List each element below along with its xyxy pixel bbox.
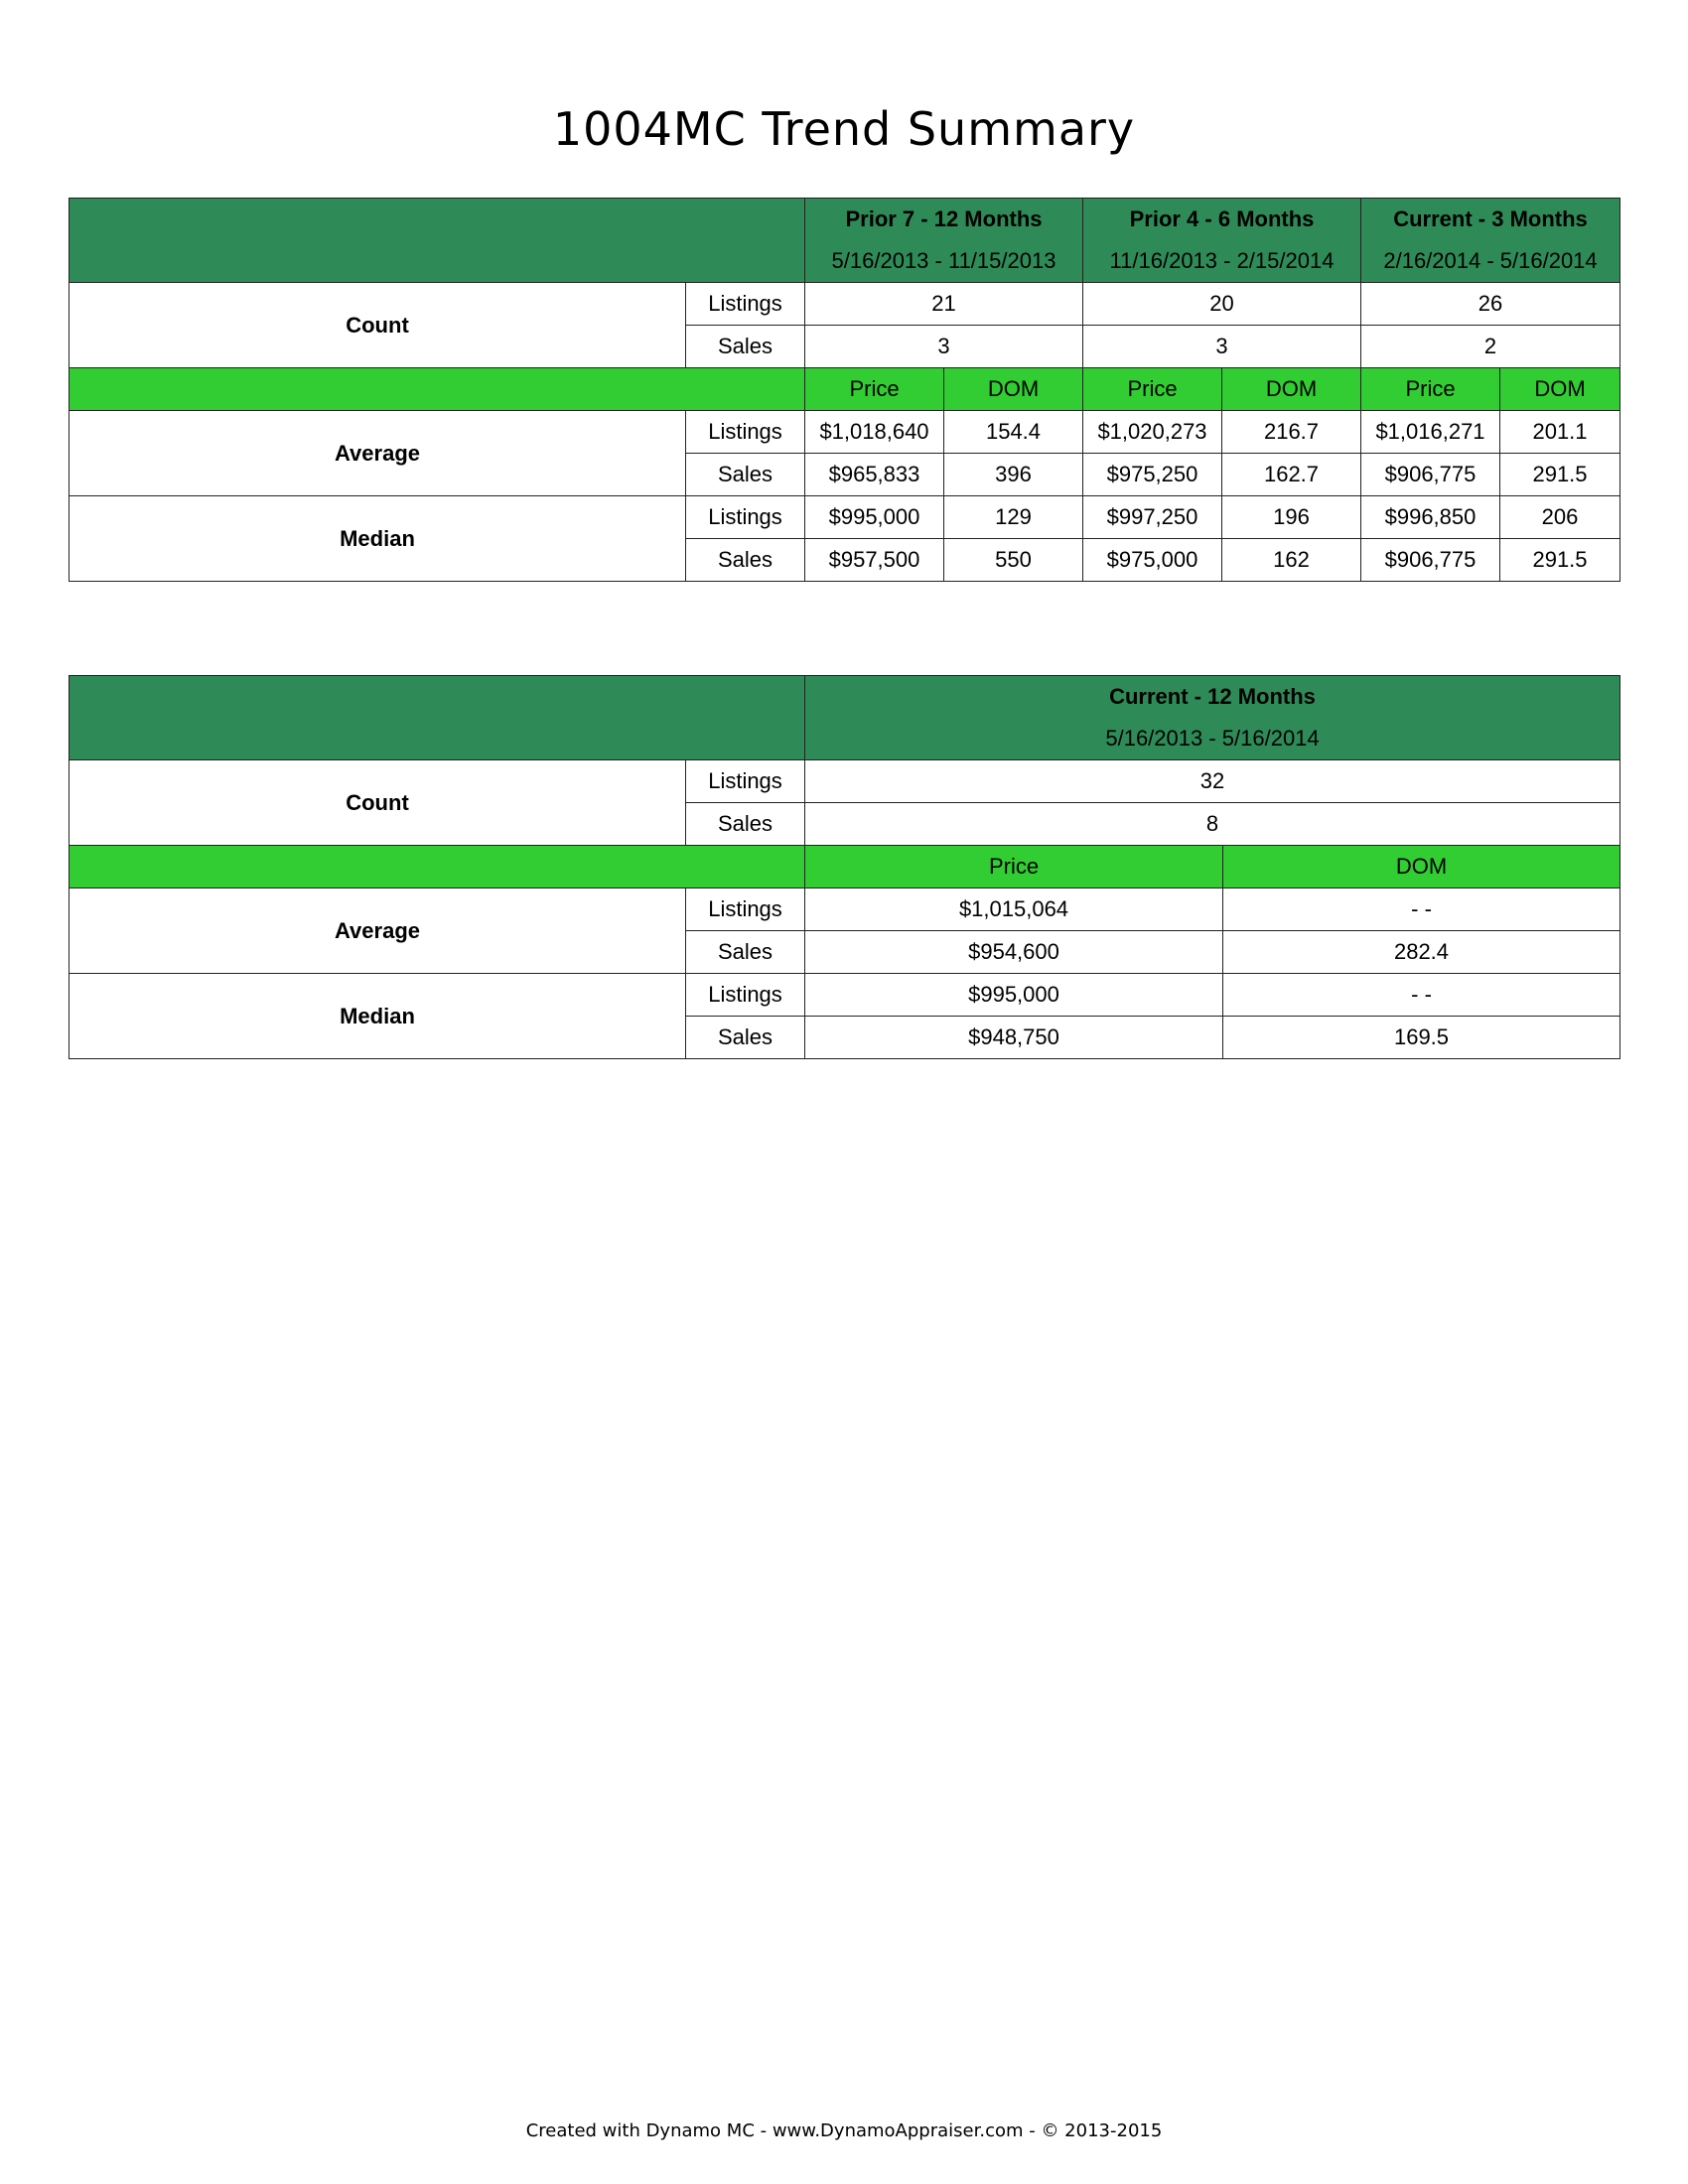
- count-value: 3: [805, 326, 1083, 368]
- average-group-label: Average: [70, 411, 686, 496]
- period-header: [1361, 199, 1620, 283]
- subheader-blank-cell: [70, 846, 805, 888]
- price-cell: $1,018,640: [805, 411, 944, 454]
- price-cell: $995,000: [805, 496, 944, 539]
- price-cell: $957,500: [805, 539, 944, 582]
- footer-credit: Created with Dynamo MC - www.DynamoAppraiser.com - © 2013-2015: [525, 2120, 1163, 2141]
- trend-table-periods: [69, 198, 1620, 582]
- row-label: Listings: [686, 411, 805, 454]
- median-listings-row: [70, 974, 1620, 1017]
- period-range: 5/16/2013 - 11/15/2013: [831, 248, 1056, 273]
- count-listings-row: [70, 283, 1620, 326]
- header-blank-cell: [70, 199, 805, 283]
- dom-header: DOM: [1223, 846, 1620, 888]
- dom-cell: 206: [1500, 496, 1620, 539]
- header-blank-cell: [70, 676, 805, 760]
- average-listings-row: [70, 411, 1620, 454]
- price-cell: $965,833: [805, 454, 944, 496]
- dom-cell: 162.7: [1222, 454, 1361, 496]
- price-cell: $1,020,273: [1083, 411, 1222, 454]
- dom-cell: 550: [944, 539, 1083, 582]
- trend-table-12-months: [69, 675, 1620, 1059]
- row-label: Listings: [686, 283, 805, 326]
- dom-header: DOM: [1222, 368, 1361, 411]
- price-header: Price: [1083, 368, 1222, 411]
- count-value: 26: [1361, 283, 1620, 326]
- row-label: Sales: [686, 454, 805, 496]
- row-label: Sales: [686, 326, 805, 368]
- row-label: Listings: [686, 974, 805, 1017]
- dom-cell: 291.5: [1500, 539, 1620, 582]
- period-title: Current - 3 Months: [1393, 206, 1588, 231]
- period-title: Prior 4 - 6 Months: [1129, 206, 1315, 231]
- period-range: 2/16/2014 - 5/16/2014: [1383, 248, 1598, 273]
- row-label: Sales: [686, 803, 805, 846]
- price-cell: $906,775: [1361, 454, 1500, 496]
- count-value: 21: [805, 283, 1083, 326]
- dom-cell: - -: [1223, 888, 1620, 931]
- price-dom-header-row: [70, 846, 1620, 888]
- period-header: [1083, 199, 1361, 283]
- price-cell: $1,016,271: [1361, 411, 1500, 454]
- row-label: Sales: [686, 1017, 805, 1059]
- median-group-label: Median: [70, 496, 686, 582]
- period-header-row: [70, 676, 1620, 760]
- price-header: Price: [805, 368, 944, 411]
- period-range: 5/16/2013 - 5/16/2014: [1105, 726, 1320, 751]
- period-title: Current - 12 Months: [1109, 684, 1316, 709]
- price-cell: $995,000: [805, 974, 1223, 1017]
- median-listings-row: [70, 496, 1620, 539]
- dom-cell: 129: [944, 496, 1083, 539]
- average-group-label: Average: [70, 888, 686, 974]
- median-group-label: Median: [70, 974, 686, 1059]
- count-group-label: Count: [70, 283, 686, 368]
- dom-header: DOM: [944, 368, 1083, 411]
- price-cell: $948,750: [805, 1017, 1223, 1059]
- price-header: Price: [1361, 368, 1500, 411]
- dom-cell: 169.5: [1223, 1017, 1620, 1059]
- row-label: Listings: [686, 496, 805, 539]
- dom-cell: 291.5: [1500, 454, 1620, 496]
- count-value: 32: [805, 760, 1620, 803]
- count-value: 3: [1083, 326, 1361, 368]
- period-range: 11/16/2013 - 2/15/2014: [1109, 248, 1335, 273]
- count-listings-row: [70, 760, 1620, 803]
- period-header: [805, 676, 1620, 760]
- count-value: 8: [805, 803, 1620, 846]
- count-value: 20: [1083, 283, 1361, 326]
- row-label: Sales: [686, 931, 805, 974]
- dom-cell: - -: [1223, 974, 1620, 1017]
- price-cell: $954,600: [805, 931, 1223, 974]
- price-cell: $906,775: [1361, 539, 1500, 582]
- dom-cell: 154.4: [944, 411, 1083, 454]
- price-dom-header-row: [70, 368, 1620, 411]
- page-title: 1004MC Trend Summary: [552, 102, 1136, 156]
- dom-cell: 201.1: [1500, 411, 1620, 454]
- count-value: 2: [1361, 326, 1620, 368]
- subheader-blank-cell: [70, 368, 805, 411]
- dom-cell: 216.7: [1222, 411, 1361, 454]
- dom-header: DOM: [1500, 368, 1620, 411]
- period-header: [805, 199, 1083, 283]
- price-header: Price: [805, 846, 1223, 888]
- row-label: Listings: [686, 760, 805, 803]
- dom-cell: 196: [1222, 496, 1361, 539]
- price-cell: $975,000: [1083, 539, 1222, 582]
- dom-cell: 162: [1222, 539, 1361, 582]
- dom-cell: 282.4: [1223, 931, 1620, 974]
- price-cell: $1,015,064: [805, 888, 1223, 931]
- average-listings-row: [70, 888, 1620, 931]
- price-cell: $997,250: [1083, 496, 1222, 539]
- count-group-label: Count: [70, 760, 686, 846]
- row-label: Listings: [686, 888, 805, 931]
- dom-cell: 396: [944, 454, 1083, 496]
- price-cell: $975,250: [1083, 454, 1222, 496]
- period-title: Prior 7 - 12 Months: [845, 206, 1043, 231]
- price-cell: $996,850: [1361, 496, 1500, 539]
- period-header-row: [70, 199, 1620, 283]
- row-label: Sales: [686, 539, 805, 582]
